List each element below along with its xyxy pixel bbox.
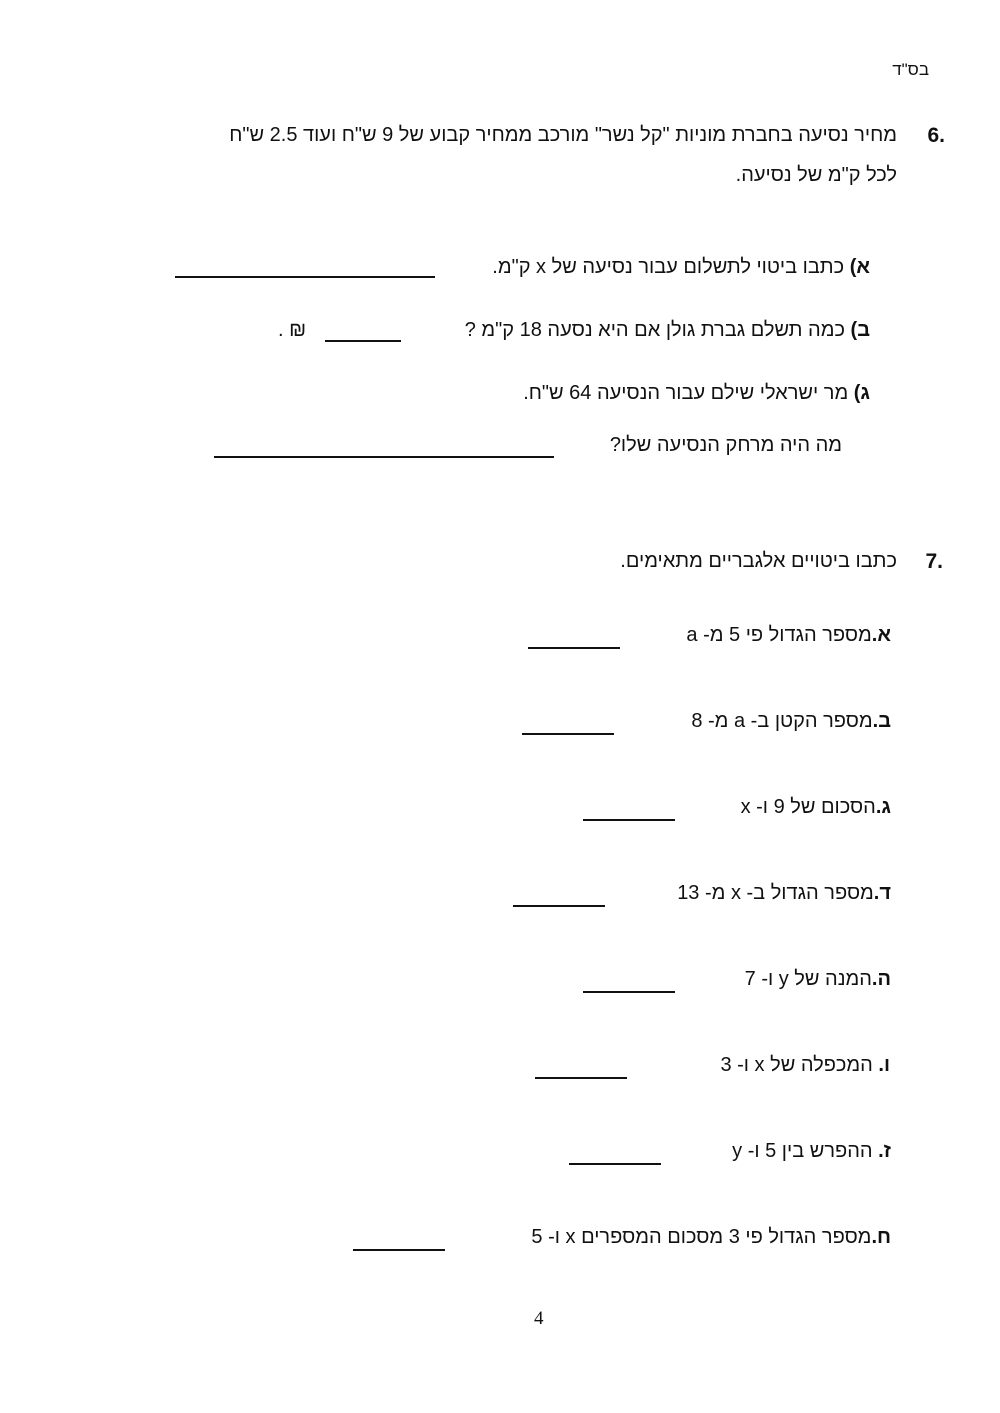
- question-7g-label: ז.: [878, 1140, 891, 1162]
- question-7c-text: הסכום של 9 ו- x: [740, 796, 876, 818]
- page-number: 4: [534, 1308, 544, 1329]
- question-6a-text: כתבו ביטוי לתשלום עבור נסיעה של x ק"מ.: [492, 256, 845, 278]
- question-7f-label: ו.: [878, 1054, 890, 1076]
- question-6b: [465, 319, 870, 342]
- question-7g: [732, 1140, 891, 1163]
- shekel-unit: ₪ .: [278, 319, 307, 341]
- question-7-number: 7.: [925, 550, 943, 573]
- answer-7a-field[interactable]: [528, 627, 620, 649]
- question-6c-question: מה היה מרחק הנסיעה שלו?: [609, 434, 842, 456]
- question-7a: [686, 624, 891, 647]
- question-7b-label: ב.: [872, 710, 891, 732]
- question-7h: [531, 1226, 891, 1249]
- question-6a-label: א): [849, 256, 870, 278]
- question-7g-text: ההפרש בין 5 ו- y: [732, 1140, 873, 1162]
- question-7b: [691, 710, 891, 733]
- question-7d: [677, 882, 891, 905]
- question-6b-label: ב): [850, 319, 870, 341]
- answer-7h-field[interactable]: [353, 1229, 445, 1251]
- question-7b-text: מספר הקטן ב- a מ- 8: [691, 710, 873, 732]
- answer-7f-field[interactable]: [535, 1057, 627, 1079]
- question-7c: [741, 796, 891, 819]
- question-6b-text: כמה תשלם גברת גולן אם היא נסעה 18 ק"מ ?: [464, 319, 845, 341]
- header-basad: בס"ד: [892, 60, 929, 79]
- question-7a-label: א.: [871, 624, 891, 646]
- question-7e: [745, 968, 891, 991]
- answer-7b-field[interactable]: [522, 713, 614, 735]
- question-7d-text: מספר הגדול ב- x מ- 13: [677, 882, 874, 904]
- answer-6b-field[interactable]: [325, 320, 401, 342]
- question-7f: [720, 1054, 890, 1077]
- answer-7g-field[interactable]: [569, 1143, 661, 1165]
- question-7f-text: המכפלה של x ו- 3: [720, 1054, 873, 1076]
- question-7d-label: ד.: [873, 882, 891, 904]
- answer-6c-field[interactable]: [214, 436, 554, 458]
- question-6-line-2: לכל ק"מ של נסיעה.: [735, 164, 897, 186]
- answer-6a-field[interactable]: [175, 256, 435, 278]
- question-6c-text: מר ישראלי שילם עבור הנסיעה 64 ש"ח.: [523, 382, 849, 404]
- question-6c-label: ג): [853, 382, 870, 404]
- question-6a: [492, 256, 870, 279]
- question-7e-label: ה.: [871, 968, 891, 990]
- answer-7d-field[interactable]: [513, 885, 605, 907]
- question-7e-text: המנה של y ו- 7: [744, 968, 872, 990]
- question-7-title: כתבו ביטויים אלגבריים מתאימים.: [620, 550, 897, 572]
- question-7a-text: מספר הגדול פי 5 מ- a: [686, 624, 872, 646]
- question-6-line-1: מחיר נסיעה בחברת מוניות "קל נשר" מורכב ממחיר קבוע של 9 ש"ח ועוד 2.5 ש"ח: [229, 124, 897, 146]
- question-7c-label: ג.: [875, 796, 891, 818]
- answer-7c-field[interactable]: [583, 799, 675, 821]
- question-6c: [523, 382, 870, 405]
- question-6-number: 6.: [927, 124, 945, 147]
- question-7h-text: מספר הגדול פי 3 מסכום המספרים x ו- 5: [531, 1226, 872, 1248]
- question-7h-label: ח.: [871, 1226, 891, 1248]
- answer-7e-field[interactable]: [583, 971, 675, 993]
